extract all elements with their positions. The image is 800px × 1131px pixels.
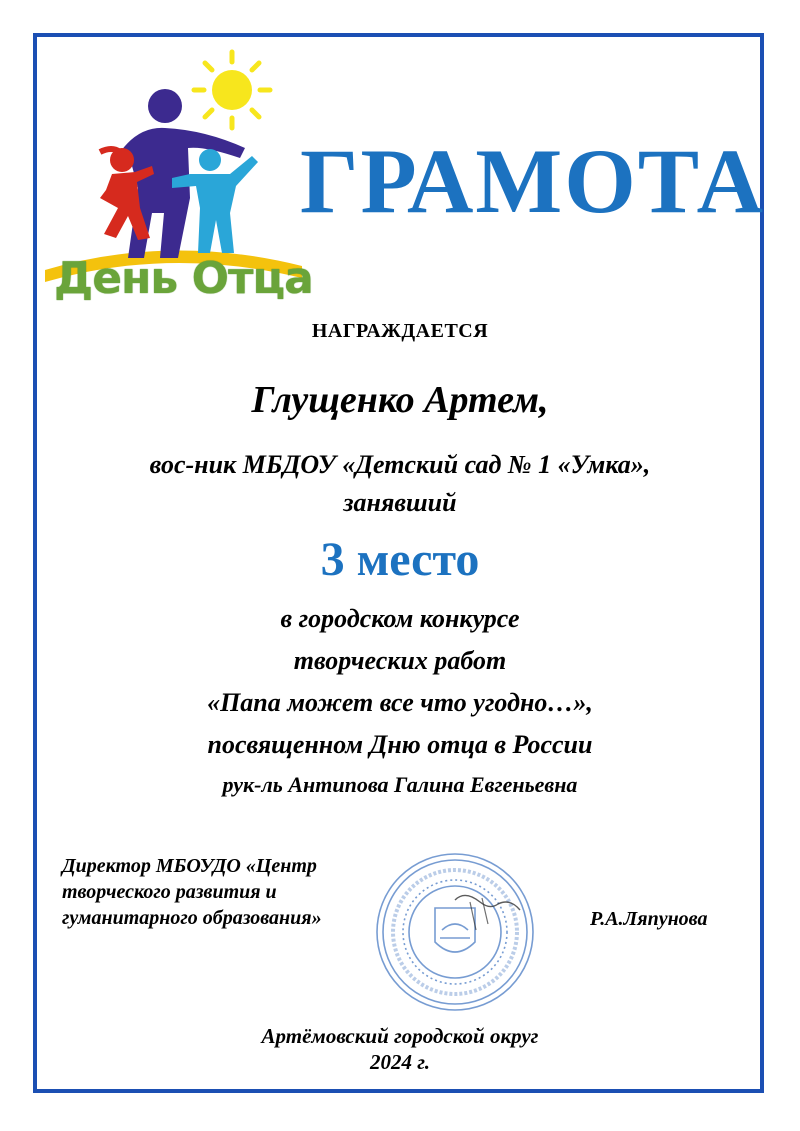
award-label: НАГРАЖДАЕТСЯ <box>311 320 489 342</box>
signature-position-line: гуманитарного образования» <box>62 907 322 929</box>
contest-line-4: посвященном Дню отца в России <box>207 730 593 759</box>
took-label: занявший <box>343 488 457 517</box>
recipient-name: Глущенко Артем, <box>251 379 549 421</box>
contest-line-1: в городском конкурсе <box>280 604 520 633</box>
logo-text: День Отца <box>54 253 313 304</box>
contest-line-3: «Папа может все что угодно…», <box>207 688 593 717</box>
signer-name: Р.А.Ляпунова <box>590 908 708 930</box>
official-seal-stamp <box>370 850 540 1015</box>
footer-district: Артёмовский городской округ <box>261 1024 539 1048</box>
recipient-role: вос-ник МБДОУ «Детский сад № 1 «Умка», <box>149 450 651 479</box>
place-label: 3 место <box>320 533 480 586</box>
signature-position-line: Директор МБОУДО «Центр <box>62 855 317 877</box>
supervisor-line: рук-ль Антипова Галина Евгеньевна <box>222 772 578 797</box>
document-title: ГРАМОТА <box>300 130 766 232</box>
signature-position <box>62 853 322 931</box>
signature-position-line: творческого развития и <box>62 881 277 903</box>
sun-icon <box>194 52 270 128</box>
contest-line-2: творческих работ <box>293 646 507 675</box>
footer-year: 2024 г. <box>370 1050 430 1074</box>
fathers-day-logo <box>40 48 313 310</box>
